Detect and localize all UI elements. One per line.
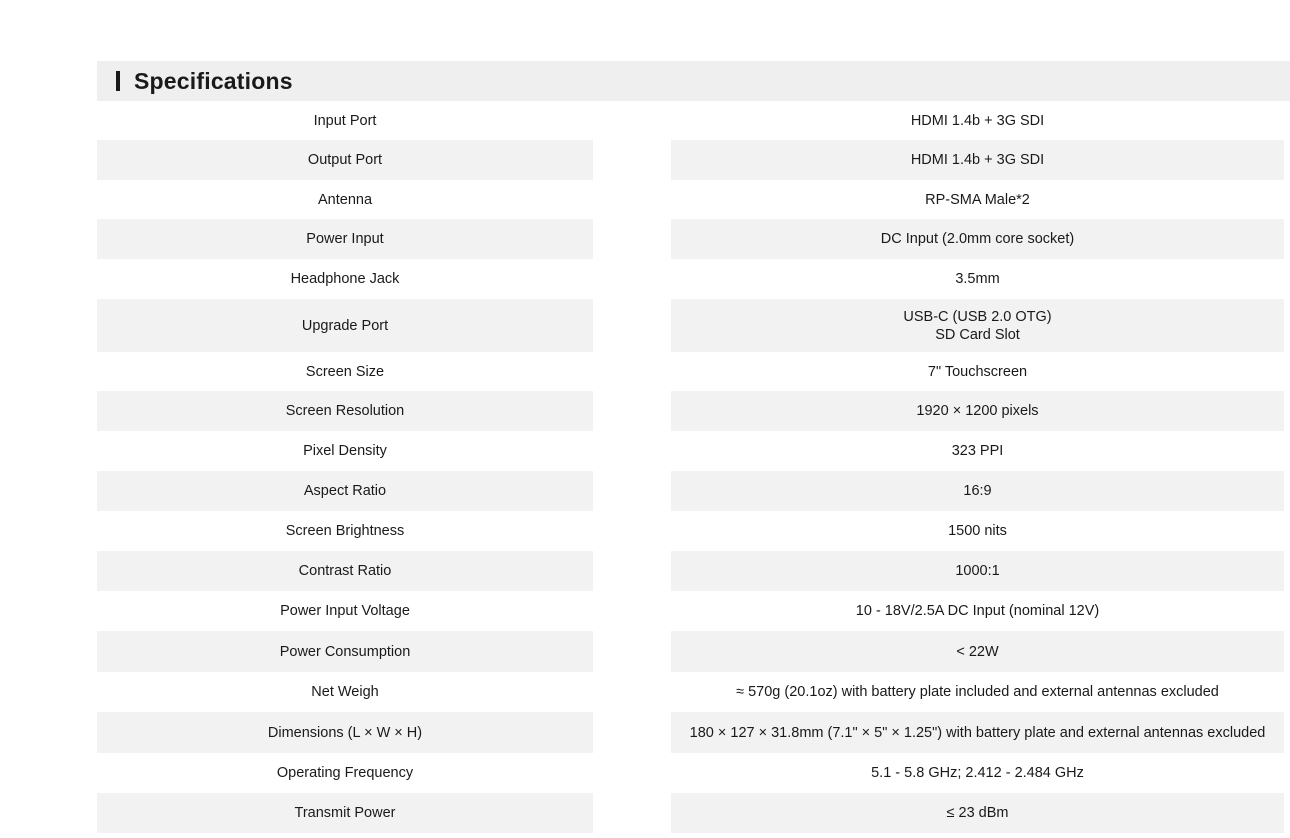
spec-label: Contrast Ratio (97, 551, 593, 591)
spec-row (97, 712, 1290, 753)
spec-label: Upgrade Port (97, 299, 593, 352)
spec-value (671, 631, 1284, 672)
spec-value (671, 511, 1284, 551)
spec-label: Pixel Density (303, 443, 387, 459)
spec-value-lines (963, 482, 991, 500)
spec-value-lines (955, 562, 999, 580)
spec-value-line: 5.1 - 5.8 GHz; 2.412 - 2.484 GHz (871, 765, 1084, 781)
spec-value (671, 180, 1284, 219)
spec-value (671, 431, 1284, 471)
spec-value-lines (948, 522, 1007, 540)
spec-row (97, 753, 1290, 793)
spec-row (97, 140, 1290, 180)
spec-value-line: 1920 × 1200 pixels (916, 403, 1039, 419)
spec-label: Operating Frequency (276, 765, 414, 781)
spec-value (671, 793, 1284, 833)
spec-value-line: 7" Touchscreen (927, 363, 1028, 380)
spec-label: Power Consumption (97, 631, 593, 672)
spec-label: Dimensions (L × W × H) (97, 712, 593, 753)
spec-value-lines (911, 151, 1044, 169)
spec-value-lines (928, 363, 1027, 381)
spec-value-lines (925, 191, 1030, 209)
spec-value-lines (903, 308, 1051, 344)
spec-row (97, 391, 1290, 431)
spec-value-line: 323 PPI (951, 443, 1004, 459)
spec-row (97, 259, 1290, 299)
spec-label: Screen Brightness (285, 523, 405, 539)
spec-value (671, 299, 1284, 352)
spec-value-lines (881, 230, 1074, 248)
spec-row (97, 511, 1290, 551)
section-title: Specifications (134, 67, 293, 94)
spec-value-lines (916, 402, 1038, 420)
spec-value (671, 672, 1284, 712)
spec-value (671, 259, 1284, 299)
spec-row (97, 219, 1290, 259)
spec-label: Screen Size (305, 363, 385, 380)
spec-value-lines (736, 683, 1219, 701)
spec-row (97, 431, 1290, 471)
spec-value-lines (911, 112, 1044, 130)
spec-label: Power Input (97, 219, 593, 259)
spec-value-line: DC Input (2.0mm core socket) (880, 231, 1075, 247)
spec-value (671, 551, 1284, 591)
spec-value-line: USB-C (USB 2.0 OTG) (903, 308, 1052, 325)
spec-value (671, 753, 1284, 793)
spec-row (97, 591, 1290, 631)
spec-value-line: 1000:1 (955, 563, 1000, 579)
spec-row (97, 352, 1290, 391)
spec-label: Input Port (313, 112, 377, 129)
spec-value (671, 391, 1284, 431)
spec-value (671, 140, 1284, 180)
spec-value (671, 101, 1284, 140)
spec-label: Net Weigh (311, 684, 379, 700)
spec-row (97, 793, 1290, 833)
spec-row (97, 101, 1290, 140)
spec-row (97, 180, 1290, 219)
spec-row (97, 471, 1290, 511)
spec-value (671, 712, 1284, 753)
spec-value-line: ≤ 23 dBm (946, 805, 1009, 821)
spec-value-line: 10 - 18V/2.5A DC Input (nominal 12V) (855, 603, 1100, 619)
spec-value-line: RP-SMA Male*2 (925, 191, 1030, 208)
spec-label: Power Input Voltage (280, 603, 410, 619)
spec-label: Antenna (317, 191, 373, 208)
spec-label: Output Port (97, 140, 593, 180)
spec-label: Screen Resolution (97, 391, 593, 431)
spec-value-line: 1500 nits (948, 523, 1007, 539)
spec-value (671, 352, 1284, 391)
spec-label: Aspect Ratio (97, 471, 593, 511)
specifications-header (97, 61, 1290, 101)
spec-value-line: 3.5mm (955, 271, 1000, 287)
spec-value-lines (871, 764, 1084, 782)
spec-value-lines (956, 643, 998, 661)
spec-value-line: SD Card Slot (935, 326, 1020, 343)
spec-label: Transmit Power (97, 793, 593, 833)
spec-label: Headphone Jack (290, 271, 400, 287)
spec-value-line: HDMI 1.4b + 3G SDI (910, 112, 1045, 129)
spec-row (97, 631, 1290, 672)
spec-value-line: < 22W (956, 643, 999, 660)
spec-value (671, 219, 1284, 259)
spec-value-lines (952, 442, 1004, 460)
spec-value (671, 471, 1284, 511)
spec-value-lines (947, 804, 1009, 822)
spec-row (97, 299, 1290, 352)
spec-table (97, 101, 1290, 833)
header-accent-bar (116, 71, 120, 91)
spec-value-lines (856, 602, 1099, 620)
spec-row (97, 672, 1290, 712)
spec-value (671, 591, 1284, 631)
spec-value-lines (955, 270, 999, 288)
spec-value-line: HDMI 1.4b + 3G SDI (910, 152, 1045, 168)
spec-value-line: ≈ 570g (20.1oz) with battery plate included and external antennas excluded (736, 684, 1219, 700)
spec-row (97, 551, 1290, 591)
spec-value-line: 180 × 127 × 31.8mm (7.1" × 5" × 1.25") with battery plate and external antennas excluded (689, 724, 1266, 741)
spec-value-line: 16:9 (963, 483, 992, 499)
spec-value-lines (690, 724, 1266, 742)
